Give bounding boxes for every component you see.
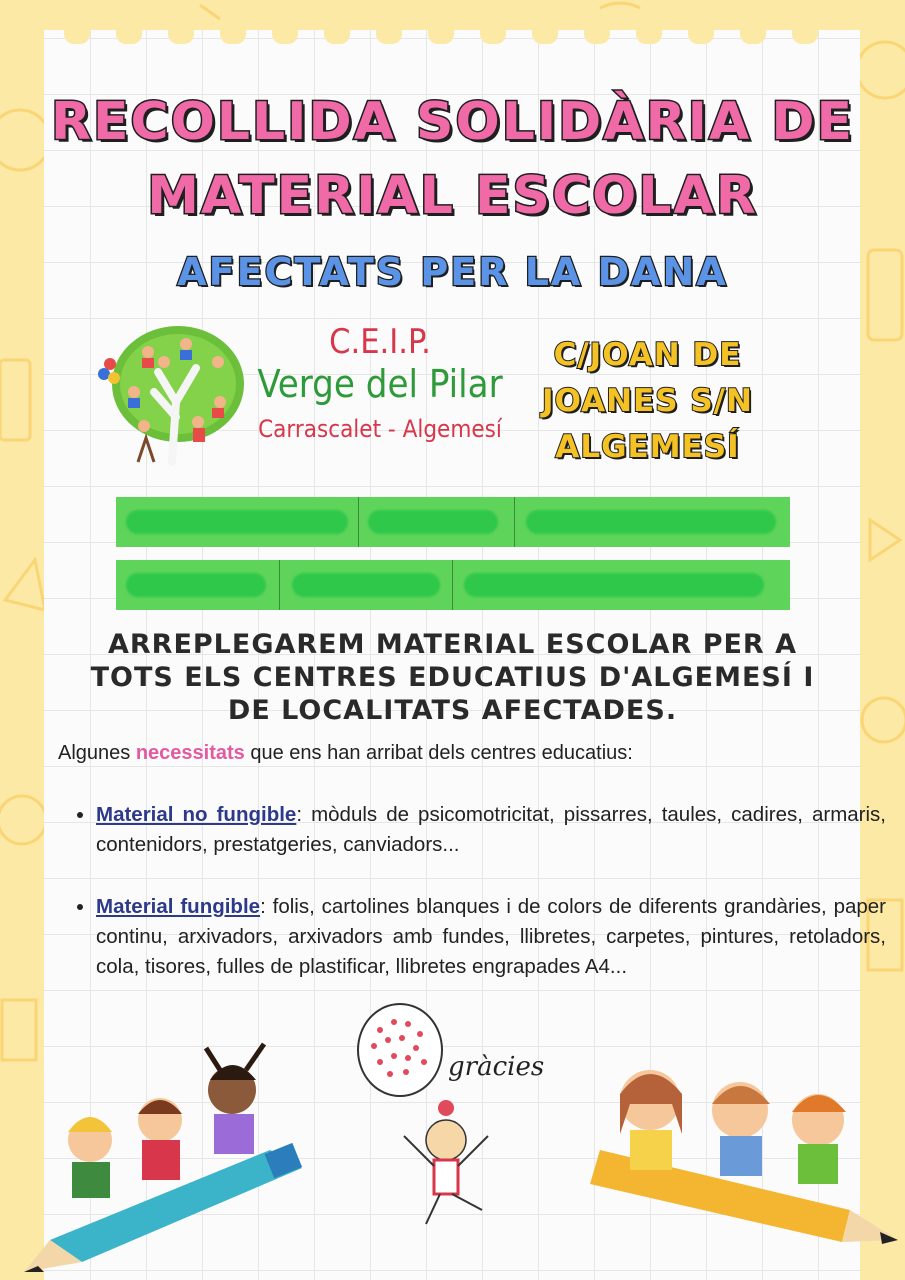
intro-after: que ens han arribat dels centres educatius: xyxy=(244,742,633,764)
kids-on-pencil-left-illustration xyxy=(20,1040,320,1275)
need-term: Material fungible xyxy=(96,895,261,918)
need-term: Material no fungible xyxy=(96,803,297,826)
address-line-3: ALGEMESÍ xyxy=(555,429,740,465)
needs-list xyxy=(60,800,886,1014)
need-text: folis, cartolines blanques i de colors de diferents grandàries, paper continu, arxivadors, arxivadors amb fundes, llibretes, carpetes, pintures, retoladors, cola, tisores, fulles de plastificar, llibretes engrapades A4... xyxy=(96,895,886,978)
school-name-line-1: C.E.I.P. xyxy=(329,322,431,362)
school-tree-logo xyxy=(98,322,248,468)
need-punct: : xyxy=(260,895,266,918)
school-name-line-2: Verge del Pilar xyxy=(257,362,503,406)
list-item xyxy=(96,800,886,860)
headline-line-1: ARREPLEGAREM MATERIAL ESCOLAR PER A xyxy=(107,629,798,660)
headline xyxy=(60,628,845,727)
subtitle: AFECTATS PER LA DANA xyxy=(177,250,728,294)
need-text: mòduls de psicomotricitat, pissarres, taules, cadires, armaris, contenidors, prestatgeries, canviadors... xyxy=(96,803,887,856)
intro-text xyxy=(58,742,633,765)
school-name xyxy=(250,322,510,446)
intro-highlight: necessitats xyxy=(135,742,245,764)
school-address xyxy=(515,332,780,470)
intro-before: Algunes xyxy=(58,742,136,764)
gracies-character-illustration xyxy=(350,1000,540,1235)
headline-line-2: TOTS ELS CENTRES EDUCATIUS D'ALGEMESÍ I xyxy=(90,662,815,693)
headline-line-3: DE LOCALITATS AFECTADES. xyxy=(227,695,678,726)
title-line-2: MATERIAL ESCOLAR xyxy=(147,166,758,226)
thanks-text: gràcies xyxy=(448,1052,545,1082)
list-item xyxy=(96,892,886,982)
paper-holes xyxy=(44,20,860,50)
redacted-info-bar-1 xyxy=(116,497,790,547)
school-name-line-3: Carrascalet - Algemesí xyxy=(258,415,502,443)
need-punct: : xyxy=(296,803,303,826)
redacted-info-bar-2 xyxy=(116,560,790,610)
title-line-1: RECOLLIDA SOLIDÀRIA DE xyxy=(50,92,855,152)
address-line-1: C/JOAN DE xyxy=(553,337,742,373)
kids-on-pencil-right-illustration xyxy=(580,1050,905,1250)
address-line-2: JOANES S/N xyxy=(542,383,753,419)
